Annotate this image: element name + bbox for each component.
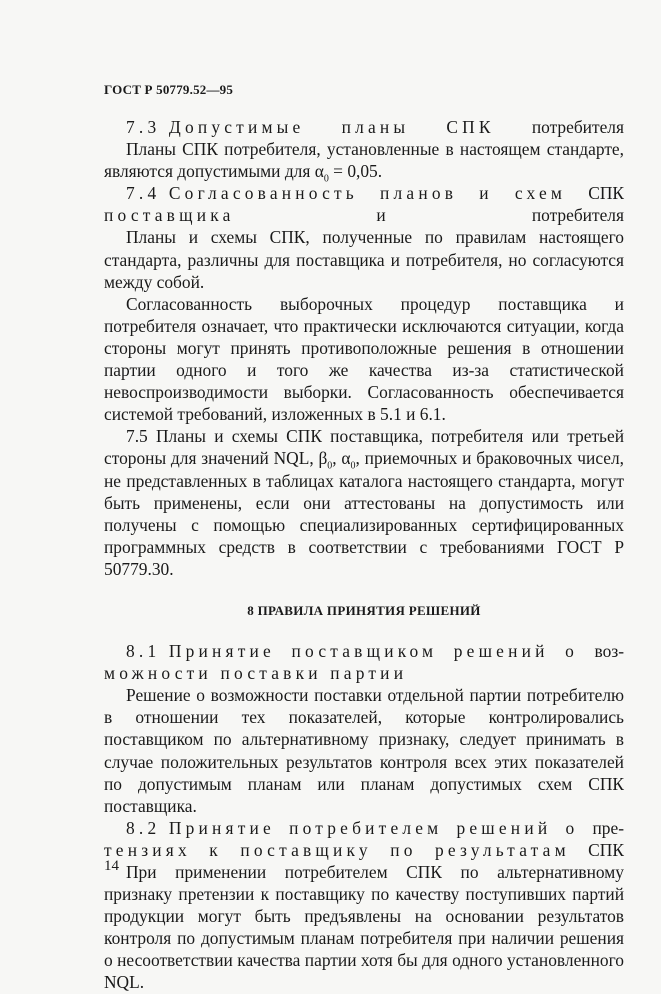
heading-word: и bbox=[376, 205, 390, 226]
heading-word: поставщиком bbox=[291, 641, 438, 662]
section-8-title: 8 ПРАВИЛА ПРИНЯТИЯ РЕШЕНИЙ bbox=[247, 602, 481, 618]
heading-word: о bbox=[565, 641, 579, 662]
heading-word: и bbox=[479, 183, 493, 204]
heading-word: по bbox=[390, 839, 417, 860]
heading-word: решений bbox=[453, 641, 549, 662]
paragraph-7-4-2: Согласованность выборочных процедур поставщика и потребителя означает, что практически исключаются ситуации, когда стороны могут принять противоположные решения в отношении партии одного и того же качества из-за статистической невоспроизводимости выборки. Согласованность обеспечивается системой требований, изложенных в 5.1 и 6.1. bbox=[104, 293, 624, 425]
heading-word: потребителем bbox=[289, 817, 443, 838]
document-header: ГОСТ Р 50779.52—95 bbox=[104, 82, 234, 97]
heading-word: результатам bbox=[434, 839, 570, 860]
heading-word: планов bbox=[380, 183, 458, 204]
heading-word: СПК bbox=[588, 839, 624, 860]
heading-word: пре- bbox=[592, 817, 624, 838]
heading-word: тензиях bbox=[104, 839, 191, 860]
heading-word: схем bbox=[514, 183, 567, 204]
heading-word: решений bbox=[456, 817, 552, 838]
paragraph-7-3: Планы СПК потребителя, установленные в настоящем стандарте, являются допустимыми для $\alpha_0 = 0,05$. bbox=[104, 139, 624, 185]
heading-word: поставщика bbox=[104, 205, 235, 226]
paragraph-8-1: Решение о возможности поставки отдельной партии потребителю в отношении тех показателей, которые контролировались поставщиком по альтернативному признаку, следует принимать в случае положительных результатов контроля всех этих показателей по допустимым планам или планам допустимых схем СПК поставщика. bbox=[104, 685, 624, 816]
heading-8-1-line1 bbox=[104, 640, 624, 662]
heading-word: воз- bbox=[594, 641, 624, 662]
document-body bbox=[104, 116, 624, 994]
paragraph-8-2: При применении потребителем СПК по альтернативному признаку претензии к поставщику по качеству поступивших партий продукции могут быть предъявлены на основании результатов контроля по допустимым планам потребителя при наличии решения о несоответствии качества партии хотя бы для одного установленного NQL. bbox=[104, 862, 624, 993]
heading-8-1-line2: можности поставки партии bbox=[104, 663, 408, 684]
heading-word: 7.4 Согласованность bbox=[126, 183, 358, 204]
heading-word: 8.1 Принятие bbox=[126, 641, 275, 662]
heading-word: 7.3 Допустимые bbox=[126, 117, 305, 137]
page-number: 14 bbox=[104, 858, 119, 874]
heading-word: потребителя bbox=[531, 117, 624, 137]
heading-word: о bbox=[565, 817, 579, 838]
heading-7-3 bbox=[104, 116, 624, 138]
heading-8-2-line1 bbox=[104, 817, 624, 839]
paragraph-7-5: 7.5 Планы и схемы СПК поставщика, потребителя или третьей стороны для значений NQL, $\beta_0$, $\alpha_0$, приемочных и браковочных чисел, не представленных в таблицах каталога настоящего стандарта, могут быть применены, если они аттестованы на допустимость или получены с помощью специализированных сертифицированных программных средств в соответствии с требованиями ГОСТ Р 50779.30. bbox=[104, 426, 624, 579]
heading-word: 8.2 Принятие bbox=[126, 817, 275, 838]
heading-word: потребителя bbox=[531, 205, 624, 226]
heading-word: СПК bbox=[446, 117, 495, 137]
heading-word: к bbox=[209, 839, 222, 860]
heading-word: планы bbox=[341, 117, 410, 137]
heading-7-4-line1 bbox=[104, 182, 624, 204]
heading-word: поставщику bbox=[240, 839, 372, 860]
heading-8-2-line2 bbox=[104, 839, 624, 861]
heading-7-4-line2 bbox=[104, 204, 624, 226]
heading-word: СПК bbox=[588, 183, 624, 204]
paragraph-7-4-1: Планы и схемы СПК, полученные по правилам настоящего стандарта, различны для поставщика и потребителя, но согласуются между собой. bbox=[104, 227, 624, 292]
